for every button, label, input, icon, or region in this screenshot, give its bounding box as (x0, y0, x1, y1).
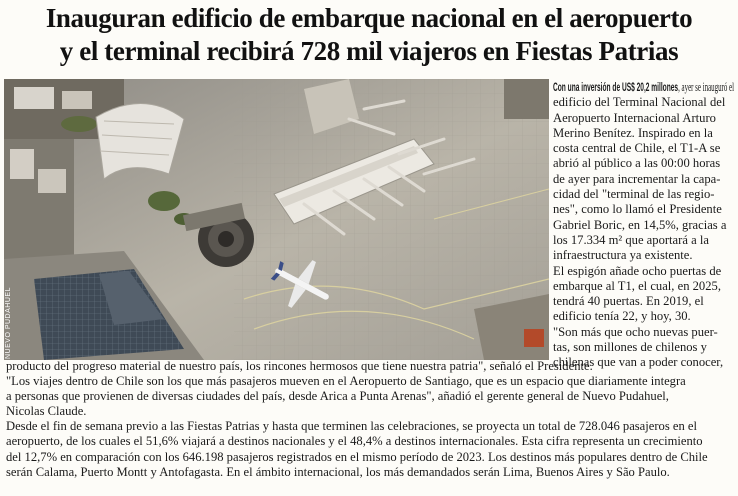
body-line: a personas que provienen de diversas ciudades del país, desde Arica a Punta Arenas", añadió el gerente general de Nuevo Pudahuel, (6, 389, 669, 404)
body-line: producto del progreso material de nuestro país, los rincones hermosos que tiene nuestra patria", señaló el Presidente. (6, 359, 593, 373)
sidebar-line: edificio del Terminal Nacional del (553, 95, 726, 110)
sidebar-line: El espigón añade ocho puertas de (553, 263, 722, 278)
article-body (6, 359, 734, 480)
aerial-airport-photo (4, 79, 549, 360)
body-line: aeropuerto, de los cuales el 51,6% viajará a destinos nacionales y el 48,4% a destinos internacionales. Esta cifra representa un crecimiento (6, 434, 703, 449)
sidebar-line: los 17.334 m² que aportará a la (553, 232, 709, 247)
sidebar-line: de ayer para incrementar la capa- (553, 171, 721, 186)
airport-illustration (4, 79, 549, 360)
sidebar-line: edificio tenía 22, y hoy, 30. (553, 309, 691, 324)
sidebar-line: embarque al T1, el cual, en 2025, (553, 278, 721, 293)
body-line: Desde el fin de semana previo a las Fiestas Patrias y hasta que terminen las celebraciones, se proyecta un total de 728.046 pasajeros en el (6, 419, 698, 434)
sidebar-line: tendrá 40 puertas. En 2019, el (553, 294, 704, 309)
sidebar-line: Merino Benítez. Inspirado en la (553, 125, 713, 140)
sidebar-lead (553, 80, 735, 95)
sidebar-lead-bold: Con una inversión de US$ 20,2 millones (553, 80, 679, 94)
sidebar-column (553, 80, 734, 371)
sidebar-line: infraestructura ya existente. (553, 248, 693, 263)
body-line: serán Calama, Puerto Montt y Antofagasta. En el ámbito internacional, los más demandados serán Lima, Buenos Aires y São Paulo. (6, 464, 670, 479)
sidebar-line: chilenas que van a poder conocer, (553, 355, 724, 370)
body-line: "Los viajes dentro de Chile son los que más pasajeros mueven en el Aeropuerto de Santiago, que es un espacio que diariamente integra (6, 374, 686, 389)
photo-credit: NUEVO PUDAHUEL (5, 287, 12, 359)
sidebar-line: costa central de Chile, el T1-A se (553, 141, 721, 156)
headline (0, 2, 738, 68)
headline-line-2: y el terminal recibirá 728 mil viajeros en Fiestas Patrias (59, 36, 679, 66)
sidebar-line: Gabriel Boric, en 14,5%, gracias a (553, 217, 727, 232)
sidebar-line: nes", como lo llamó el Presidente (553, 202, 722, 217)
sidebar-line: Aeropuerto Internacional Arturo (553, 110, 716, 125)
sidebar-lead-rest: , ayer se inauguró el (678, 80, 735, 94)
body-line: del 12,7% en comparación con los 646.198 pasajeros registrados en el mismo período de 2023. Los destinos más populares dentro de Chile (6, 449, 708, 464)
body-line: Nicolas Claude. (6, 404, 87, 419)
sidebar-line: abrió al público a las 00:00 horas (553, 156, 721, 171)
sidebar-line: "Son más que ocho nuevas puer- (553, 324, 718, 339)
headline-line-1: Inauguran edificio de embarque nacional en el aeropuerto (45, 3, 693, 33)
sidebar-line: cidad del "terminal de las regio- (553, 187, 715, 202)
sidebar-line: tas, son millones de chilenos y (553, 340, 707, 355)
